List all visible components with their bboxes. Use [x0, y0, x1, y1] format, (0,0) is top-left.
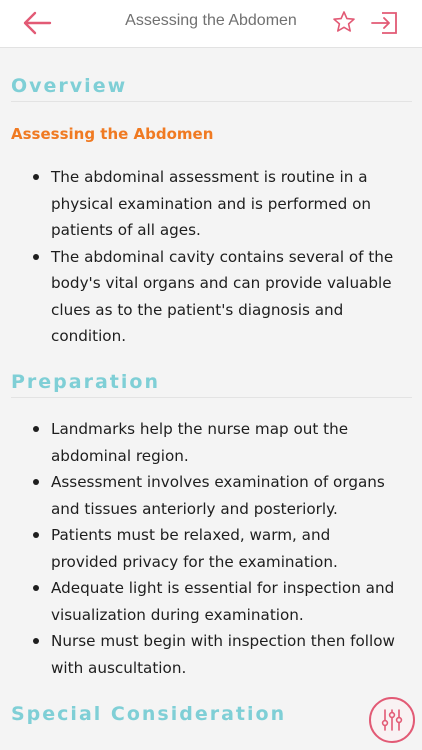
arrow-left-icon[interactable] — [22, 10, 52, 36]
list-item: Patients must be relaxed, warm, and provided privacy for the examination. — [51, 522, 396, 575]
preparation-bullet-list — [0, 416, 396, 681]
page-title: Assessing the Abdomen — [125, 12, 297, 29]
list-item: Landmarks help the nurse map out the abdominal region. — [51, 416, 396, 469]
section-heading-special-consideration: Special Consideration — [11, 703, 287, 725]
exit-icon[interactable] — [370, 11, 398, 35]
list-item: Assessment involves examination of organs and tissues anteriorly and posteriorly. — [51, 469, 396, 522]
overview-bullet-list — [0, 164, 396, 350]
subheading-assessing-abdomen: Assessing the Abdomen — [11, 125, 214, 143]
star-icon[interactable] — [332, 10, 356, 34]
list-item: The abdominal cavity contains several of the body's vital organs and can provide valuable clues as to the patient's diagnosis and condition. — [51, 244, 396, 350]
list-item: Nurse must begin with inspection then follow with auscultation. — [51, 628, 396, 681]
section-heading-overview: Overview — [11, 75, 412, 102]
list-item: Adequate light is essential for inspection and visualization during examination. — [51, 575, 396, 628]
article-content[interactable] — [0, 47, 422, 750]
section-heading-preparation: Preparation — [11, 371, 412, 398]
top-navigation-bar — [0, 0, 422, 48]
settings-fab-button[interactable] — [369, 697, 415, 743]
sliders-icon — [380, 708, 404, 732]
list-item: The abdominal assessment is routine in a physical examination and is performed on patients of all ages. — [51, 164, 396, 244]
